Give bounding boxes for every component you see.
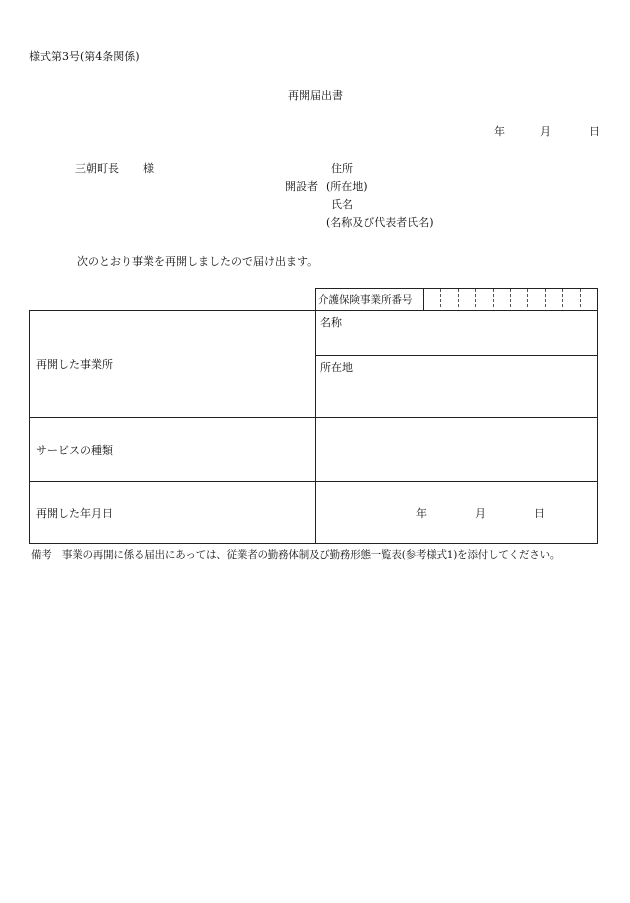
date-row [30, 482, 598, 544]
office-row [30, 311, 598, 356]
remarks-note: 備考 事業の再開に係る届出にあっては、従業者の勤務体制及び勤務形態一覧表(参考様式1)を添付してください。 [31, 549, 561, 561]
insurance-number-digit-box[interactable] [440, 289, 457, 307]
insurance-number-digit-box[interactable] [493, 289, 510, 307]
reopen-date-field[interactable] [316, 482, 598, 544]
address-label: 住所 [331, 162, 353, 175]
reopen-date-label: 再開した年月日 [30, 482, 316, 544]
insurance-number-digit-box[interactable] [458, 289, 475, 307]
service-row [30, 418, 598, 482]
addressee-name: 三朝町長 [75, 162, 119, 175]
office-label: 再開した事業所 [30, 311, 316, 418]
applicant-role: 開設者 [285, 180, 318, 193]
insurance-number-label: 介護保険事業所番号 [316, 289, 424, 311]
insurance-number-digit-box[interactable] [580, 289, 597, 307]
office-name-field[interactable] [316, 311, 598, 356]
office-name-label: 名称 [320, 316, 342, 329]
reopen-month: 月 [475, 506, 486, 520]
report-table [29, 288, 598, 544]
office-address-field[interactable] [316, 356, 598, 418]
insurance-number-digit-box[interactable] [545, 289, 562, 307]
insurance-number-row [30, 289, 598, 311]
insurance-number-boxes[interactable] [424, 289, 598, 311]
insurance-number-digit-box[interactable] [475, 289, 492, 307]
date-day: 日 [589, 125, 600, 138]
reopen-day: 日 [534, 506, 545, 520]
intro-text: 次のとおり事業を再開しましたので届け出ます。 [77, 255, 319, 268]
service-field[interactable] [316, 418, 598, 482]
date-year: 年 [494, 125, 505, 138]
document-title: 再開届出書 [288, 89, 343, 102]
form-number: 様式第3号(第4条関係) [29, 50, 140, 63]
insurance-number-digit-box[interactable] [527, 289, 544, 307]
addressee-honorific: 様 [143, 162, 154, 175]
date-month: 月 [540, 125, 551, 138]
office-address-label: 所在地 [320, 361, 353, 374]
service-label: サービスの種類 [30, 418, 316, 482]
name-paren: (名称及び代表者氏名) [326, 216, 434, 229]
reopen-year: 年 [416, 506, 427, 520]
insurance-number-digit-box[interactable] [510, 289, 527, 307]
insurance-number-digit-box[interactable] [424, 289, 440, 307]
insurance-number-digit-box[interactable] [562, 289, 579, 307]
name-label: 氏名 [331, 198, 353, 211]
address-paren: (所在地) [326, 180, 368, 193]
